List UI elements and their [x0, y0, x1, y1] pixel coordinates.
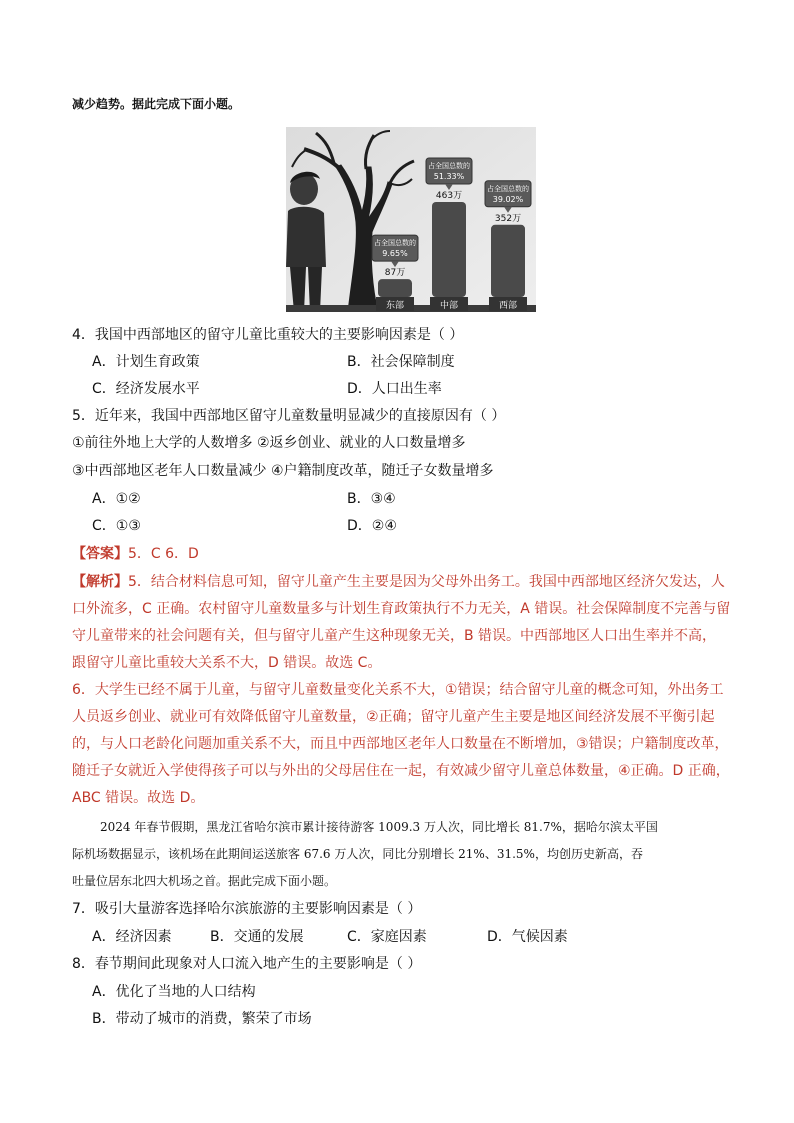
answer-tag: 【答案】 — [72, 546, 128, 562]
bar-2 — [491, 225, 525, 297]
analysis-line-6: 人员返乡创业、就业可有效降低留守儿童数量，②正确；留守儿童产生主要是地区间经济发展不平衡引起 — [72, 709, 715, 725]
q5-option-d[interactable]: D．②④ — [347, 518, 397, 534]
bar-value-label-2: 352万 — [494, 213, 522, 224]
material-line-2: 际机场数据显示，该机场在此期间运送旅客 67.6 万人次，同比分别增长 21%、31.5%，均创历史新高，吞 — [72, 847, 643, 861]
analysis-line-1 — [72, 571, 725, 591]
q4-option-c[interactable]: C．经济发展水平 — [92, 381, 200, 397]
answer-line — [72, 543, 199, 563]
q4-option-d[interactable]: D．人口出生率 — [347, 381, 442, 397]
q7-option-a[interactable]: A．经济因素 — [92, 929, 172, 945]
q8-option-b[interactable]: B．带动了城市的消费，繁荣了市场 — [92, 1011, 312, 1027]
share-label-1: 占全国总数的 — [428, 162, 470, 170]
material-line-1: 2024 年春节假期，黑龙江省哈尔滨市累计接待游客 1009.3 万人次，同比增长 81.7%，据哈尔滨太平国 — [100, 820, 658, 834]
q7-option-b[interactable]: B．交通的发展 — [210, 929, 304, 945]
q7-stem: 7．吸引大量游客选择哈尔滨旅游的主要影响因素是（ ） — [72, 901, 422, 917]
q5-items-1: ①前往外地上大学的人数增多 ②返乡创业、就业的人口数量增多 — [72, 435, 466, 451]
share-label-0: 占全国总数的 — [374, 239, 416, 248]
analysis-line-4: 跟留守儿童比重较大关系不大，D 错误。故选 C。 — [72, 655, 382, 671]
bar-0 — [378, 279, 412, 297]
bar-region-label-0: 东部 — [385, 301, 405, 311]
q4-option-a[interactable]: A．计划生育政策 — [92, 354, 200, 370]
bar-1 — [432, 202, 466, 297]
bar-region-label-2: 西部 — [498, 301, 518, 311]
q8-stem: 8．春节期间此现象对人口流入地产生的主要影响是（ ） — [72, 956, 422, 972]
bar-region-label-1: 中部 — [439, 301, 459, 311]
analysis-line-5: 6．大学生已经不属于儿童，与留守儿童数量变化关系不大，①错误；结合留守儿童的概念可知，外出务工 — [72, 682, 724, 698]
q7-option-d[interactable]: D．气候因素 — [487, 929, 568, 945]
q4-stem: 4．我国中西部地区的留守儿童比重较大的主要影响因素是（ ） — [72, 327, 464, 343]
analysis-line-3: 守儿童带来的社会问题有关，但与留守儿童产生这种现象无关，B 错误。中西部地区人口出生率并不高， — [72, 628, 717, 644]
q5-items-2: ③中西部地区老年人口数量减少 ④户籍制度改革，随迁子女数量增多 — [72, 463, 494, 479]
analysis-line-9: ABC 错误。故选 D。 — [72, 790, 205, 806]
q8-option-a[interactable]: A．优化了当地的人口结构 — [92, 984, 256, 1000]
q5-option-a[interactable]: A．①② — [92, 491, 141, 507]
share-label-2: 占全国总数的 — [487, 184, 529, 193]
share-value-2: 39.02% — [492, 194, 524, 204]
figure-illustration — [286, 127, 536, 312]
q4-option-b[interactable]: B．社会保障制度 — [347, 354, 455, 370]
q5-option-b[interactable]: B．③④ — [347, 491, 396, 507]
answer-text: 5．C 6．D — [128, 546, 199, 562]
analysis-text-1: 5．结合材料信息可知，留守儿童产生主要是因为父母外出务工。我国中西部地区经济欠发达，人 — [128, 574, 725, 590]
analysis-line-8: 随迁子女就近入学使得孩子可以与外出的父母居住在一起，有效减少留守儿童总体数量，④正确。D 正确， — [72, 763, 730, 779]
bar-value-label-1: 463万 — [435, 191, 463, 201]
q5-stem: 5．近年来，我国中西部地区留守儿童数量明显减少的直接原因有（ ） — [72, 408, 506, 424]
share-value-0: 9.65% — [382, 249, 408, 259]
q7-option-c[interactable]: C．家庭因素 — [347, 929, 427, 945]
left-behind-children-figure — [286, 127, 536, 312]
analysis-tag: 【解析】 — [72, 574, 128, 590]
intro-tail: 减少趋势。据此完成下面小题。 — [72, 97, 241, 111]
analysis-line-7: 的，与人口老龄化问题加重关系不大，而且中西部地区老年人口数量在不断增加，③错误；户籍制度改革， — [72, 736, 729, 752]
share-value-1: 51.33% — [433, 172, 465, 181]
analysis-line-2: 口外流多，C 正确。农村留守儿童数量多与计划生育政策执行不力无关，A 错误。社会保障制度不完善与留 — [72, 601, 731, 617]
bar-value-label-0: 87万 — [384, 268, 406, 279]
material-line-3: 吐量位居东北四大机场之首。据此完成下面小题。 — [72, 874, 337, 888]
q5-option-c[interactable]: C．①③ — [92, 518, 141, 534]
